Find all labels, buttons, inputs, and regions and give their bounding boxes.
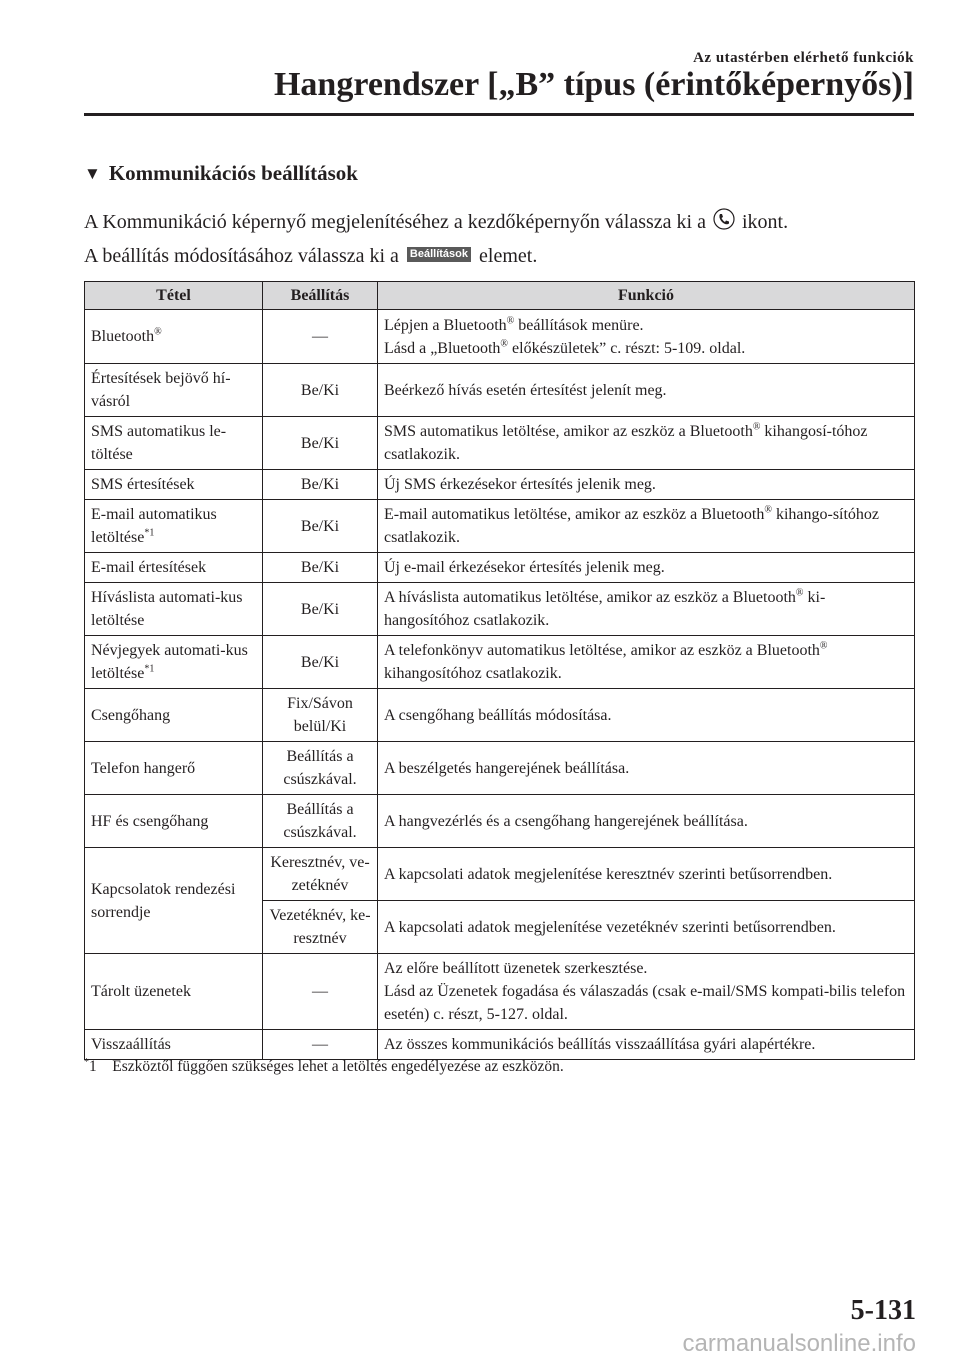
setting-cell: Be/Ki xyxy=(263,364,378,417)
setting-cell: Fix/Sávon belül/Ki xyxy=(263,689,378,742)
table-row xyxy=(85,689,915,742)
header-function: Funkció xyxy=(378,282,915,310)
function-text: ki-hangosítóhoz csatlakozik. xyxy=(384,589,826,629)
function-cell: A beszélgetés hangerejének beállítása. xyxy=(378,742,915,795)
registered-mark: ® xyxy=(500,338,509,350)
item-text: Bluetooth xyxy=(91,328,155,345)
table-row xyxy=(85,583,915,636)
setting-cell: Beállítás a csúszkával. xyxy=(263,742,378,795)
table-row xyxy=(85,954,915,1030)
watermark: carmanualsonline.info xyxy=(682,1330,916,1357)
function-cell: A kapcsolati adatok megjelenítése vezetéknév szerinti betűsorrendben. xyxy=(378,901,915,954)
table-row xyxy=(85,636,915,689)
table-row xyxy=(85,795,915,848)
function-cell xyxy=(378,417,915,470)
intro-line-1-end: ikont. xyxy=(742,211,789,233)
function-cell: Új e-mail érkezésekor értesítés jelenik meg. xyxy=(378,553,915,583)
table-row xyxy=(85,310,915,364)
item-text: E-mail automatikus letöltése xyxy=(91,506,217,546)
function-cell: Beérkező hívás esetén értesítést jelenít meg. xyxy=(378,364,915,417)
function-cell: A csengőhang beállítás módosítása. xyxy=(378,689,915,742)
registered-mark: ® xyxy=(795,587,804,599)
table-row xyxy=(85,553,915,583)
setting-cell: Keresztnév, ve-zetéknév xyxy=(263,848,378,901)
setting-cell: Vezetéknév, ke-resztnév xyxy=(263,901,378,954)
item-cell: Telefon hangerő xyxy=(85,742,263,795)
setting-cell: Beállítás a csúszkával. xyxy=(263,795,378,848)
setting-cell: Be/Ki xyxy=(263,583,378,636)
function-cell: Az összes kommunikációs beállítás visszaállítása gyári alapértékre. xyxy=(378,1030,915,1060)
table-header-row xyxy=(85,282,915,310)
footnote xyxy=(84,1058,564,1076)
registered-mark: ® xyxy=(506,315,515,327)
setting-cell: — xyxy=(263,954,378,1030)
function-text: A telefonkönyv automatikus letöltése, amikor az eszköz a Bluetooth xyxy=(384,642,820,659)
function-text: A híváslista automatikus letöltése, amikor az eszköz a Bluetooth xyxy=(384,589,796,606)
function-cell: A kapcsolati adatok megjelenítése keresztnév szerinti betűsorrendben. xyxy=(378,848,915,901)
table-row xyxy=(85,1030,915,1060)
table-row xyxy=(85,848,915,901)
section-heading xyxy=(84,161,358,186)
item-cell: Visszaállítás xyxy=(85,1030,263,1060)
table-row xyxy=(85,500,915,553)
function-text: beállítások menüre. xyxy=(514,316,644,334)
function-text: kihangosí-tóhoz csatlakozik. xyxy=(384,423,868,463)
function-cell: A hangvezérlés és a csengőhang hangerejének beállítása. xyxy=(378,795,915,848)
item-cell xyxy=(85,500,263,553)
function-cell xyxy=(378,636,915,689)
item-cell: SMS értesítések xyxy=(85,470,263,500)
section-title-text: Kommunikációs beállítások xyxy=(108,161,358,185)
settings-button-image: Beállítások xyxy=(407,247,471,262)
function-text: kihango-sítóhoz csatlakozik. xyxy=(384,506,880,546)
header-item: Tétel xyxy=(85,282,263,310)
intro-line-1-text: A Kommunikáció képernyő megjelenítéséhez a kezdőképernyőn válassza ki a xyxy=(84,211,706,233)
header-divider xyxy=(84,113,914,116)
intro-line-2 xyxy=(84,239,914,273)
item-cell: Tárolt üzenetek xyxy=(85,954,263,1030)
item-text: Névjegyek automati-kus letöltése xyxy=(91,642,248,682)
function-text: Lásd a „Bluetooth xyxy=(384,339,501,357)
function-text: Az előre beállított üzenetek szerkesztése. xyxy=(384,960,648,977)
footnote-ref: *1 xyxy=(144,527,155,539)
setting-cell: — xyxy=(263,310,378,364)
item-cell: HF és csengőhang xyxy=(85,795,263,848)
setting-cell: Be/Ki xyxy=(263,417,378,470)
setting-cell: Be/Ki xyxy=(263,500,378,553)
table-row xyxy=(85,470,915,500)
function-text: SMS automatikus letöltése, amikor az eszköz a Bluetooth xyxy=(384,423,753,440)
function-cell xyxy=(378,500,915,553)
setting-cell: Be/Ki xyxy=(263,636,378,689)
function-text: kihangosítóhoz csatlakozik. xyxy=(384,665,562,682)
header-setting: Beállítás xyxy=(263,282,378,310)
table-row xyxy=(85,742,915,795)
registered-mark: ® xyxy=(819,640,828,652)
function-text: Lépjen a Bluetooth xyxy=(384,316,507,334)
item-cell: SMS automatikus le-töltése xyxy=(85,417,263,470)
item-cell: Híváslista automati-kus letöltése xyxy=(85,583,263,636)
chapter-subtitle: Az utastérben elérhető funkciók xyxy=(693,50,914,66)
footnote-text: 1 Eszköztől függően szükséges lehet a letöltés engedélyezése az eszközön. xyxy=(89,1058,564,1075)
settings-table xyxy=(84,281,915,1060)
function-cell xyxy=(378,583,915,636)
registered-mark: ® xyxy=(154,326,162,338)
item-cell xyxy=(85,636,263,689)
item-cell xyxy=(85,310,263,364)
intro-line-2-text: A beállítás módosításához válassza ki a xyxy=(84,245,399,267)
function-cell xyxy=(378,310,915,364)
function-text: előkészületek” c. részt: 5-109. oldal. xyxy=(508,339,746,357)
registered-mark: ® xyxy=(764,504,772,516)
item-cell: Kapcsolatok rendezési sorrendje xyxy=(85,848,263,954)
registered-mark: ® xyxy=(752,421,761,433)
table-row xyxy=(85,417,915,470)
footnote-marker: * xyxy=(84,1056,89,1068)
function-text: Lásd az Üzenetek fogadása és válaszadás (csak e-mail/SMS kompati-bilis telefon esetén) c. részt, 5-127. oldal. xyxy=(384,983,906,1023)
item-cell: E-mail értesítések xyxy=(85,553,263,583)
function-cell: Új SMS érkezésekor értesítés jelenik meg. xyxy=(378,470,915,500)
function-cell xyxy=(378,954,915,1030)
item-cell: Értesítések bejövő hí-vásról xyxy=(85,364,263,417)
intro-line-2-end: elemet. xyxy=(479,245,538,267)
function-text: E-mail automatikus letöltése, amikor az eszköz a Bluetooth xyxy=(384,506,765,523)
setting-cell: — xyxy=(263,1030,378,1060)
setting-cell: Be/Ki xyxy=(263,553,378,583)
item-cell: Csengőhang xyxy=(85,689,263,742)
table-row xyxy=(85,364,915,417)
chapter-title: Hangrendszer [„B” típus (érintőképernyős)] xyxy=(273,66,914,103)
footnote-ref: *1 xyxy=(144,663,155,675)
intro-paragraph xyxy=(84,205,914,273)
intro-line-1 xyxy=(84,205,914,239)
setting-cell: Be/Ki xyxy=(263,470,378,500)
phone-icon xyxy=(713,208,735,230)
page-number: 5-131 xyxy=(850,1295,916,1326)
triangle-down-icon: ▼ xyxy=(84,164,101,183)
